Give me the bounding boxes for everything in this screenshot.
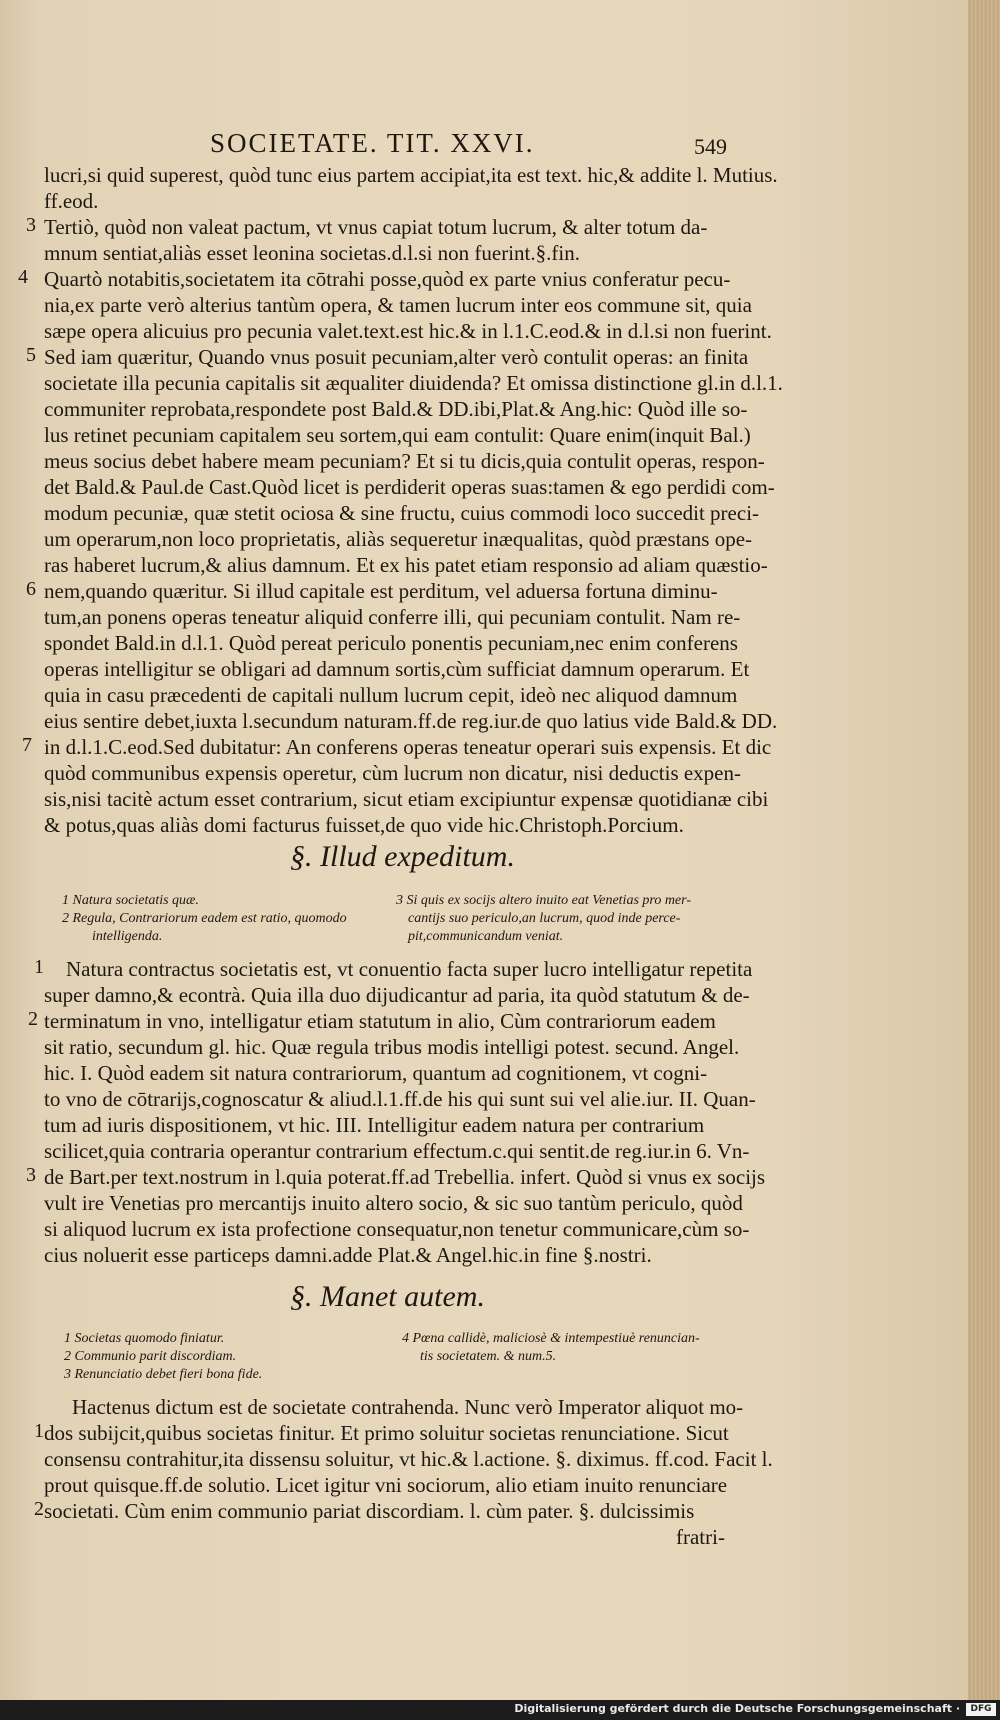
text-line: si aliquod lucrum ex ista profectione consequatur,non tenetur communicare,cùm so-	[44, 1217, 750, 1241]
margin-number: 6	[26, 578, 36, 600]
summary-item: 1 Natura societatis quæ.	[62, 893, 199, 908]
text-line: vult ire Venetias pro mercantijs inuito altero socio, & sic suo tantùm periculo, quòd	[44, 1191, 743, 1215]
section-heading: §. Manet autem.	[290, 1280, 485, 1313]
text-line: operas intelligitur se obligari ad damnum sortis,cùm sufficiat damnum operarum. Et	[44, 657, 750, 681]
dfg-logo: DFG	[966, 1703, 996, 1716]
section-heading: §. Illud expeditum.	[290, 840, 515, 873]
text-line: consensu contrahitur,ita dissensu soluitur, vt hic.& l.actione. §. diximus. ff.cod. Facit l.	[44, 1447, 773, 1471]
text-line: meus socius debet habere meam pecuniam? Et si tu dicis,quia contulit operas, respon-	[44, 449, 765, 473]
text-line: nia,ex parte verò alterius tantùm opera, & tamen lucrum inter eos commune sit, quia	[44, 293, 752, 317]
text-line: communiter reprobata,respondete post Bald.& DD.ibi,Plat.& Ang.hic: Quòd ille so-	[44, 397, 748, 421]
text-line: mnum sentiat,aliàs esset leonina societas.d.l.si non fuerint.§.fin.	[44, 241, 580, 265]
text-line: eius sentire debet,iuxta l.secundum naturam.ff.de reg.iur.de quo latius vide Bald.& DD.	[44, 709, 778, 733]
summary-item: pit,communicandum veniat.	[408, 929, 564, 944]
margin-number: 1	[34, 1420, 44, 1442]
text-line: ff.eod.	[44, 189, 99, 213]
margin-number: 3	[26, 214, 36, 236]
text-line: Tertiò, quòd non valeat pactum, vt vnus capiat totum lucrum, & alter totum da-	[44, 215, 708, 239]
summary-item: tis societatem. & num.5.	[420, 1349, 557, 1364]
footer-credit: Digitalisierung gefördert durch die Deutsche Forschungsgemeinschaft ·	[514, 1702, 960, 1715]
text-line: terminatum in vno, intelligatur etiam statutum in alio, Cùm contrariorum eadem	[44, 1009, 716, 1033]
text-line: sit ratio, secundum gl. hic. Quæ regula tribus modis intelligi potest. secund. Angel.	[44, 1035, 740, 1059]
text-line: quia in casu præcedenti de capitali nullum lucrum cepit, ideò nec aliquod damnum	[44, 683, 738, 707]
text-line: cius noluerit esse particeps damni.adde Plat.& Angel.hic.in fine §.nostri.	[44, 1243, 652, 1267]
text-line: dos subijcit,quibus societas finitur. Et primo soluitur societas renunciatione. Sicut	[44, 1421, 729, 1445]
text-line: hic. I. Quòd eadem sit natura contrariorum, quantum ad cognitionem, vt cogni-	[44, 1061, 708, 1085]
summary-item: cantijs suo periculo,an lucrum, quod inde perce-	[408, 911, 681, 926]
margin-number: 5	[26, 344, 36, 366]
text-line: lucri,si quid superest, quòd tunc eius partem accipiat,ita est text. hic,& addite l. Mutius.	[44, 163, 778, 187]
text-line: um operarum,non loco proprietatis, aliàs sequeretur inæqualitas, quòd præstans ope-	[44, 527, 753, 551]
text-line: Sed iam quæritur, Quando vnus posuit pecuniam,alter verò contulit operas: an finita	[44, 345, 749, 369]
text-line: quòd communibus expensis operetur, cùm lucrum non dicatur, nisi deductis expen-	[44, 761, 741, 785]
summary-item: 4 Pœna callidè, maliciosè & intempestiuè renuncian-	[402, 1331, 700, 1346]
summary-item: 2 Regula, Contrariorum eadem est ratio, quomodo	[62, 911, 347, 926]
text-line: lus retinet pecuniam capitalem seu sortem,qui eam contulit: Quare enim(inquit Bal.)	[44, 423, 751, 447]
text-line: modum pecuniæ, quæ stetit ociosa & sine fructu, cuius commodi loco succedit preci-	[44, 501, 760, 525]
text-line: Natura contractus societatis est, vt conuentio facta super lucro intelligatur repetita	[66, 957, 753, 981]
margin-number: 2	[28, 1008, 38, 1030]
summary-item: 2 Communio parit discordiam.	[64, 1349, 237, 1364]
text-line: tum ad iuris dispositionem, vt hic. III. Intelligitur eadem natura per contrarium	[44, 1113, 705, 1137]
text-line: sæpe opera alicuius pro pecunia valet.text.est hic.& in l.1.C.eod.& in d.l.si non fuerint.	[44, 319, 772, 343]
text-line: prout quisque.ff.de solutio. Licet igitur vni sociorum, alio etiam inuito renunciare	[44, 1473, 728, 1497]
text-line: in d.l.1.C.eod.Sed dubitatur: An conferens operas teneatur operari suis expensis. Et dic	[44, 735, 772, 759]
page-number: 549	[694, 134, 727, 159]
text-line: Quartò notabitis,societatem ita cōtrahi posse,quòd ex parte vnius conferatur pecu-	[44, 267, 731, 291]
margin-number: 7	[22, 734, 32, 756]
text-line: scilicet,quia contraria operantur contrarium effectum.c.qui sentit.de reg.iur.in 6. Vn-	[44, 1139, 750, 1163]
text-line: societate illa pecunia capitalis sit æqualiter diuidenda? Et omissa distinctione gl.in d.l.1.	[44, 371, 783, 395]
text-line: & potus,quas aliàs domi facturus fuisset,de quo vide hic.Christoph.Porcium.	[44, 813, 684, 837]
text-line: spondet Bald.in d.l.1. Quòd pereat periculo ponentis pecuniam,nec enim conferens	[44, 631, 738, 655]
running-head: SOCIETATE. TIT. XXVI.	[210, 128, 535, 158]
summary-item: 3 Renunciatio debet fieri bona fide.	[64, 1367, 263, 1382]
page-edge-stack	[968, 0, 1000, 1700]
summary-item: 3 Si quis ex socijs altero inuito eat Venetias pro mer-	[396, 893, 691, 908]
margin-number: 2	[34, 1498, 44, 1520]
text-line: super damno,& econtrà. Quia illa duo dijudicantur ad paria, ita quòd statutum & de-	[44, 983, 750, 1007]
text-line: Hactenus dictum est de societate contrahenda. Nunc verò Imperator aliquot mo-	[72, 1395, 744, 1419]
text-line: sis,nisi tacitè actum esset contrarium, sicut etiam excipiuntur expensæ quotidianæ cibi	[44, 787, 769, 811]
summary-item: 1 Societas quomodo finiatur.	[64, 1331, 225, 1346]
catchword: fratri-	[676, 1525, 725, 1549]
text-line: societati. Cùm enim communio pariat discordiam. l. cùm pater. §. dulcissimis	[44, 1499, 695, 1523]
text-line: nem,quando quæritur. Si illud capitale est perditum, vel aduersa fortuna diminu-	[44, 579, 718, 603]
text-line: to vno de cōtrarijs,cognoscatur & aliud.l.1.ff.de his qui sunt sui vel alie.iur. II. Quan-	[44, 1087, 756, 1111]
margin-number: 4	[18, 266, 28, 288]
text-line: det Bald.& Paul.de Cast.Quòd licet is perdiderit operas suas:tamen & ego perdidi com-	[44, 475, 775, 499]
text-line: de Bart.per text.nostrum in l.quia poterat.ff.ad Trebellia. infert. Quòd si vnus ex socijs	[44, 1165, 766, 1189]
margin-number: 3	[26, 1164, 36, 1186]
margin-number: 1	[34, 956, 44, 978]
text-line: ras haberet lucrum,& alius damnum. Et ex his patet etiam responsio ad aliam quæstio-	[44, 553, 768, 577]
text-line: tum,an ponens operas teneatur aliquid conferre illi, qui pecuniam contulit. Nam re-	[44, 605, 741, 629]
summary-item: intelligenda.	[92, 929, 163, 944]
